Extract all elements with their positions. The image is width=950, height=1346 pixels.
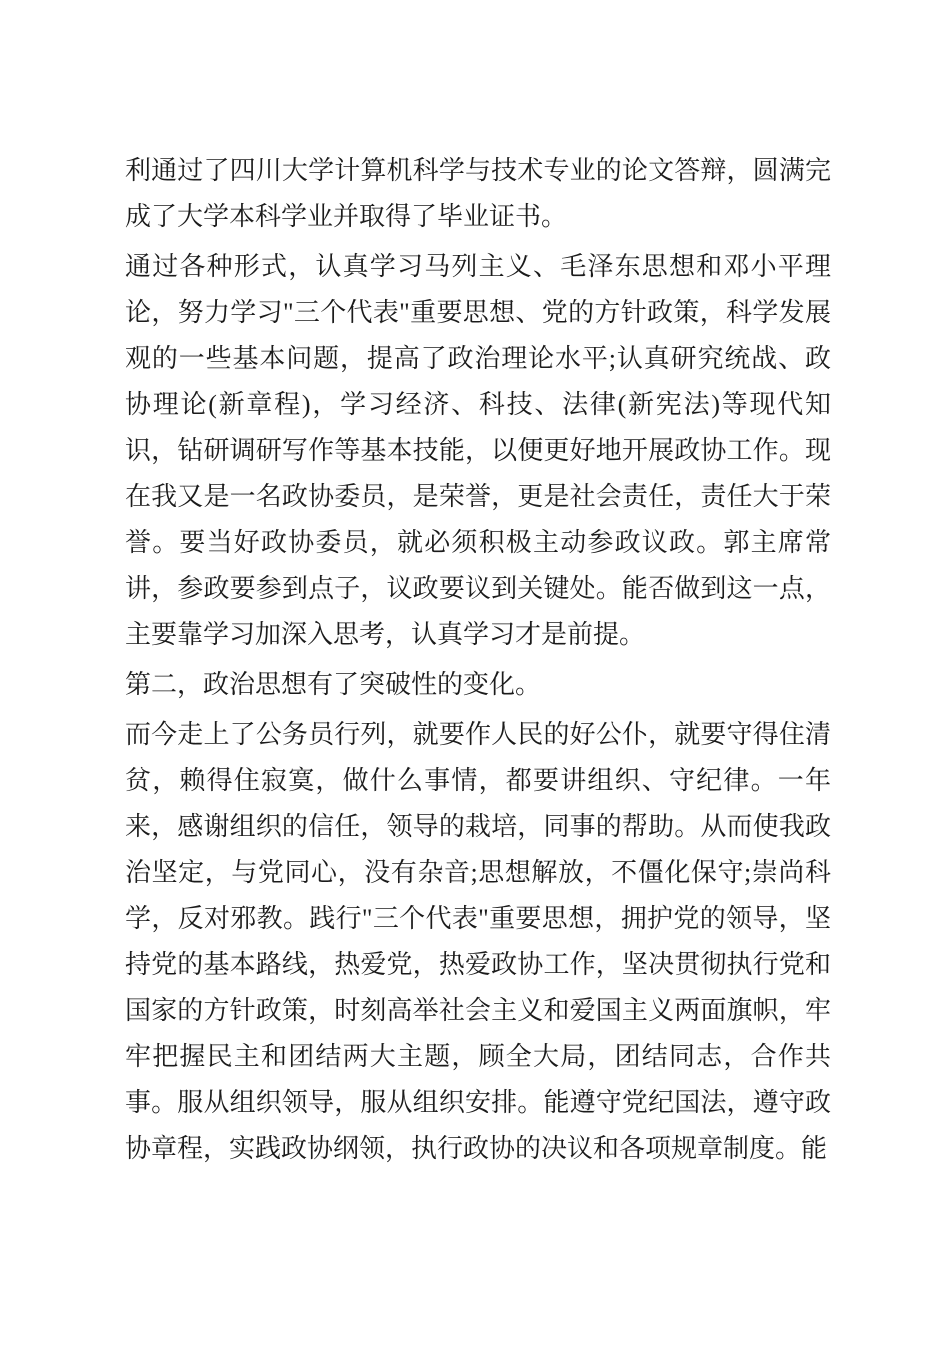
text-line: 讲，参政要参到点子，议政要议到关键处。能否做到这一点， (125, 574, 831, 603)
text-line: 成了大学本科学业并取得了毕业证书。 (125, 202, 568, 231)
paragraph (125, 662, 831, 708)
text-line: 论，努力学习"三个代表"重要思想、党的方针政策，科学发展 (125, 298, 831, 327)
text-line: 主要靠学习加深入思考，认真学习才是前提。 (125, 620, 646, 649)
text-line: 协章程，实践政协纲领，执行政协的决议和各项规章制度。能 (125, 1134, 828, 1163)
text-line: 而今走上了公务员行列，就要作人民的好公仆，就要守得住清 (125, 720, 831, 749)
text-line: 通过各种形式，认真学习马列主义、毛泽东思想和邓小平理 (125, 252, 831, 281)
text-block (125, 148, 831, 1172)
text-line: 牢把握民主和团结两大主题，顾全大局，团结同志，合作共 (125, 1042, 831, 1071)
text-line: 国家的方针政策，时刻高举社会主义和爱国主义两面旗帜，牢 (125, 996, 831, 1025)
text-line: 贫，赖得住寂寞，做什么事情，都要讲组织、守纪律。一年 (125, 766, 831, 795)
text-line: 利通过了四川大学计算机科学与技术专业的论文答辩，圆满完 (125, 156, 831, 185)
paragraph (125, 148, 831, 240)
text-line: 来，感谢组织的信任，领导的栽培，同事的帮助。从而使我政 (125, 812, 831, 841)
text-line: 第二，政治思想有了突破性的变化。 (125, 670, 542, 699)
text-line: 治坚定，与党同心，没有杂音;思想解放，不僵化保守;崇尚科 (125, 858, 831, 887)
text-line: 识，钻研调研写作等基本技能，以便更好地开展政协工作。现 (125, 436, 831, 465)
text-line: 誉。要当好政协委员，就必须积极主动参政议政。郭主席常 (125, 528, 831, 557)
text-line: 观的一些基本问题，提高了政治理论水平;认真研究统战、政 (125, 344, 831, 373)
text-line: 学，反对邪教。践行"三个代表"重要思想，拥护党的领导，坚 (125, 904, 831, 933)
paragraph (125, 712, 831, 1172)
text-line: 在我又是一名政协委员，是荣誉，更是社会责任，责任大于荣 (125, 482, 831, 511)
text-line: 协理论(新章程)，学习经济、科技、法律(新宪法)等现代知 (125, 390, 831, 419)
paragraph (125, 244, 831, 658)
text-line: 持党的基本路线，热爱党，热爱政协工作，坚决贯彻执行党和 (125, 950, 831, 979)
text-line: 事。服从组织领导，服从组织安排。能遵守党纪国法，遵守政 (125, 1088, 831, 1117)
